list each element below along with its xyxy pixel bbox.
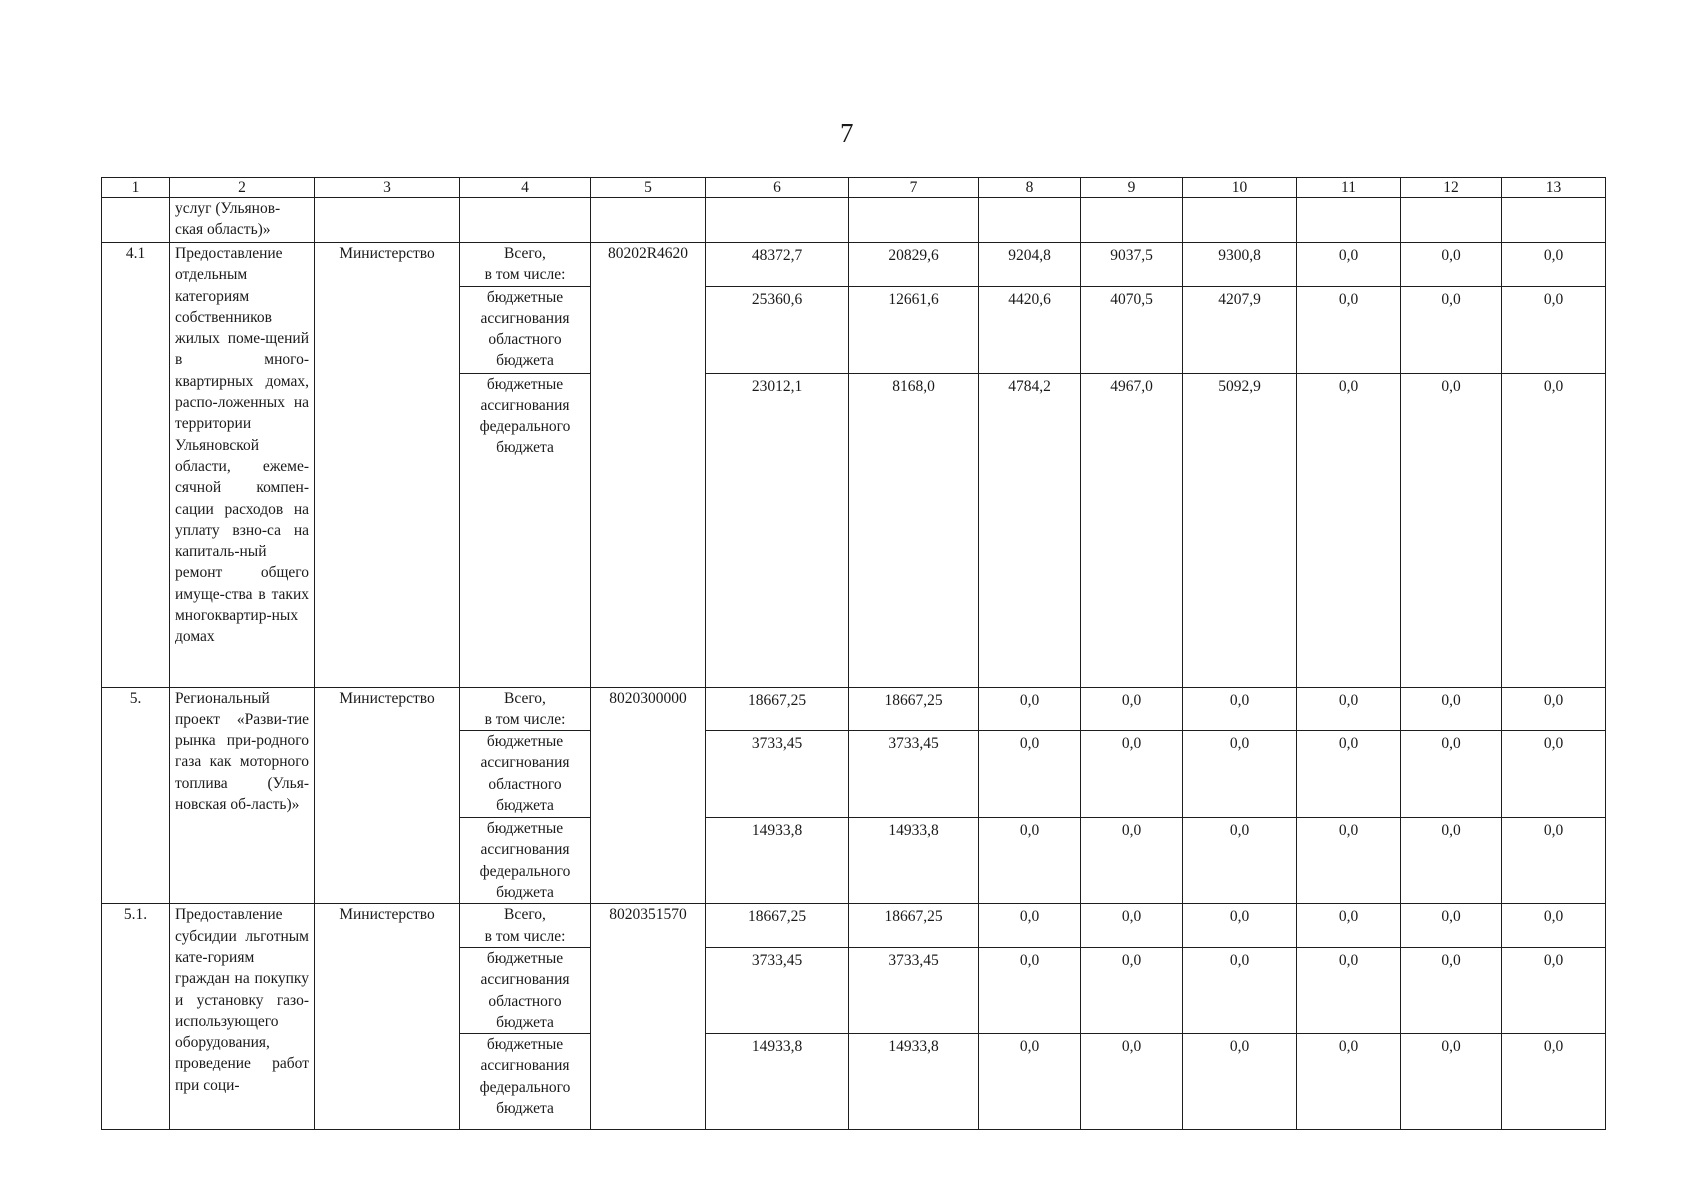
column-number: 6 xyxy=(706,178,849,198)
value-cell: 0,0 xyxy=(1401,818,1502,904)
value-cell: 0,0 xyxy=(1297,687,1401,731)
value-cell: 0,0 xyxy=(1297,1034,1401,1130)
value-cell: 0,0 xyxy=(1297,904,1401,948)
executor: Министерство xyxy=(315,243,460,688)
executor: Министерство xyxy=(315,687,460,904)
column-number: 12 xyxy=(1401,178,1502,198)
value-cell: 0,0 xyxy=(1502,947,1606,1033)
table-cell xyxy=(1401,198,1502,243)
value-cell: 0,0 xyxy=(1401,286,1502,373)
value-cell: 0,0 xyxy=(1183,904,1297,948)
funding-source: бюджетные ассигнования областного бюджета xyxy=(460,286,591,373)
value-cell: 0,0 xyxy=(1502,731,1606,818)
budget-table xyxy=(101,177,1606,1130)
column-number: 1 xyxy=(102,178,170,198)
value-cell: 0,0 xyxy=(1401,687,1502,731)
row-number: 4.1 xyxy=(102,243,170,688)
value-cell: 0,0 xyxy=(1502,243,1606,287)
column-number: 7 xyxy=(849,178,979,198)
value-cell: 3733,45 xyxy=(706,731,849,818)
column-number-header-row xyxy=(102,178,1606,198)
table-cell xyxy=(1297,198,1401,243)
value-cell: 0,0 xyxy=(1297,373,1401,687)
value-cell: 0,0 xyxy=(1297,243,1401,287)
column-number: 5 xyxy=(591,178,706,198)
value-cell: 18667,25 xyxy=(706,904,849,948)
column-number: 4 xyxy=(460,178,591,198)
value-cell: 9037,5 xyxy=(1081,243,1183,287)
value-cell: 23012,1 xyxy=(706,373,849,687)
value-cell: 0,0 xyxy=(1297,947,1401,1033)
program-name: Предоставление субсидии льготным кате-гориям граждан на покупку и установку газо-использующего оборудования, проведение работ при соци- xyxy=(170,904,315,1130)
value-cell: 4784,2 xyxy=(979,373,1081,687)
value-cell: 4967,0 xyxy=(1081,373,1183,687)
value-cell: 0,0 xyxy=(1081,947,1183,1033)
value-cell: 0,0 xyxy=(1502,286,1606,373)
value-cell: 0,0 xyxy=(1502,373,1606,687)
value-cell: 25360,6 xyxy=(706,286,849,373)
row-number: 5. xyxy=(102,687,170,904)
value-cell: 0,0 xyxy=(1183,1034,1297,1130)
value-cell: 18667,25 xyxy=(706,687,849,731)
funding-source: бюджетные ассигнования федерального бюджета xyxy=(460,1034,591,1130)
value-cell: 20829,6 xyxy=(849,243,979,287)
value-cell: 3733,45 xyxy=(706,947,849,1033)
value-cell: 14933,8 xyxy=(849,818,979,904)
value-cell: 0,0 xyxy=(979,731,1081,818)
value-cell: 5092,9 xyxy=(1183,373,1297,687)
funding-source: бюджетные ассигнования федерального бюджета xyxy=(460,818,591,904)
value-cell: 0,0 xyxy=(979,687,1081,731)
table-cell xyxy=(315,198,460,243)
value-cell: 9300,8 xyxy=(1183,243,1297,287)
value-cell: 0,0 xyxy=(979,947,1081,1033)
value-cell: 0,0 xyxy=(1081,904,1183,948)
value-cell: 0,0 xyxy=(1183,947,1297,1033)
budget-code: 8020300000 xyxy=(591,687,706,904)
value-cell: 18667,25 xyxy=(849,904,979,948)
value-cell: 0,0 xyxy=(1401,373,1502,687)
value-cell: 18667,25 xyxy=(849,687,979,731)
value-cell: 12661,6 xyxy=(849,286,979,373)
value-cell: 14933,8 xyxy=(706,818,849,904)
value-cell: 4420,6 xyxy=(979,286,1081,373)
value-cell: 0,0 xyxy=(1502,687,1606,731)
value-cell: 8168,0 xyxy=(849,373,979,687)
table-cell xyxy=(591,198,706,243)
table-row xyxy=(102,904,1606,948)
table-row xyxy=(102,243,1606,287)
row-number: 5.1. xyxy=(102,904,170,1130)
table-cell xyxy=(1081,198,1183,243)
continuation-row xyxy=(102,198,1606,243)
column-number: 11 xyxy=(1297,178,1401,198)
page-number: 7 xyxy=(840,118,854,148)
funding-source: Всего, в том числе: xyxy=(460,904,591,948)
funding-source: бюджетные ассигнования областного бюджета xyxy=(460,731,591,818)
value-cell: 48372,7 xyxy=(706,243,849,287)
value-cell: 0,0 xyxy=(1297,731,1401,818)
value-cell: 4207,9 xyxy=(1183,286,1297,373)
column-number: 8 xyxy=(979,178,1081,198)
value-cell: 0,0 xyxy=(1297,286,1401,373)
table-cell xyxy=(706,198,849,243)
column-number: 13 xyxy=(1502,178,1606,198)
program-name: услуг (Ульянов- ская область)» xyxy=(170,198,315,243)
value-cell: 9204,8 xyxy=(979,243,1081,287)
value-cell: 0,0 xyxy=(979,1034,1081,1130)
column-number: 9 xyxy=(1081,178,1183,198)
funding-source: бюджетные ассигнования федерального бюджета xyxy=(460,373,591,687)
budget-code: 8020351570 xyxy=(591,904,706,1130)
table-cell xyxy=(460,198,591,243)
value-cell: 0,0 xyxy=(1081,731,1183,818)
funding-source: Всего, в том числе: xyxy=(460,687,591,731)
value-cell: 0,0 xyxy=(1401,947,1502,1033)
value-cell: 14933,8 xyxy=(849,1034,979,1130)
table-cell xyxy=(1183,198,1297,243)
value-cell: 0,0 xyxy=(1081,818,1183,904)
funding-source: Всего, в том числе: xyxy=(460,243,591,287)
value-cell: 0,0 xyxy=(1081,1034,1183,1130)
value-cell: 0,0 xyxy=(1502,1034,1606,1130)
column-number: 10 xyxy=(1183,178,1297,198)
table-row xyxy=(102,687,1606,731)
value-cell: 0,0 xyxy=(1401,731,1502,818)
table-cell xyxy=(849,198,979,243)
value-cell: 0,0 xyxy=(1183,731,1297,818)
value-cell: 0,0 xyxy=(979,904,1081,948)
value-cell: 4070,5 xyxy=(1081,286,1183,373)
value-cell: 0,0 xyxy=(1502,818,1606,904)
value-cell: 14933,8 xyxy=(706,1034,849,1130)
executor: Министерство xyxy=(315,904,460,1130)
program-name: Предоставление отдельным категориям собственников жилых поме-щений в много-квартирных домах, распо-ложенных на территории Ульяновской области, ежеме-сячной компен-сации расходов на уплату взно-са на капиталь-ный ремонт общего имуще-ства в таких многоквартир-ных домах xyxy=(170,243,315,688)
value-cell: 0,0 xyxy=(1183,687,1297,731)
value-cell: 3733,45 xyxy=(849,731,979,818)
value-cell: 0,0 xyxy=(1183,818,1297,904)
column-number: 2 xyxy=(170,178,315,198)
value-cell: 0,0 xyxy=(1502,904,1606,948)
column-number: 3 xyxy=(315,178,460,198)
value-cell: 0,0 xyxy=(979,818,1081,904)
value-cell: 0,0 xyxy=(1401,243,1502,287)
value-cell: 0,0 xyxy=(1401,904,1502,948)
value-cell: 3733,45 xyxy=(849,947,979,1033)
program-name: Региональный проект «Разви-тие рынка при-родного газа как моторного топлива (Улья-новская об-ласть)» xyxy=(170,687,315,904)
value-cell: 0,0 xyxy=(1401,1034,1502,1130)
table-cell xyxy=(1502,198,1606,243)
value-cell: 0,0 xyxy=(1081,687,1183,731)
table-cell xyxy=(102,198,170,243)
value-cell: 0,0 xyxy=(1297,818,1401,904)
table-cell xyxy=(979,198,1081,243)
budget-code: 80202R4620 xyxy=(591,243,706,688)
funding-source: бюджетные ассигнования областного бюджета xyxy=(460,947,591,1033)
